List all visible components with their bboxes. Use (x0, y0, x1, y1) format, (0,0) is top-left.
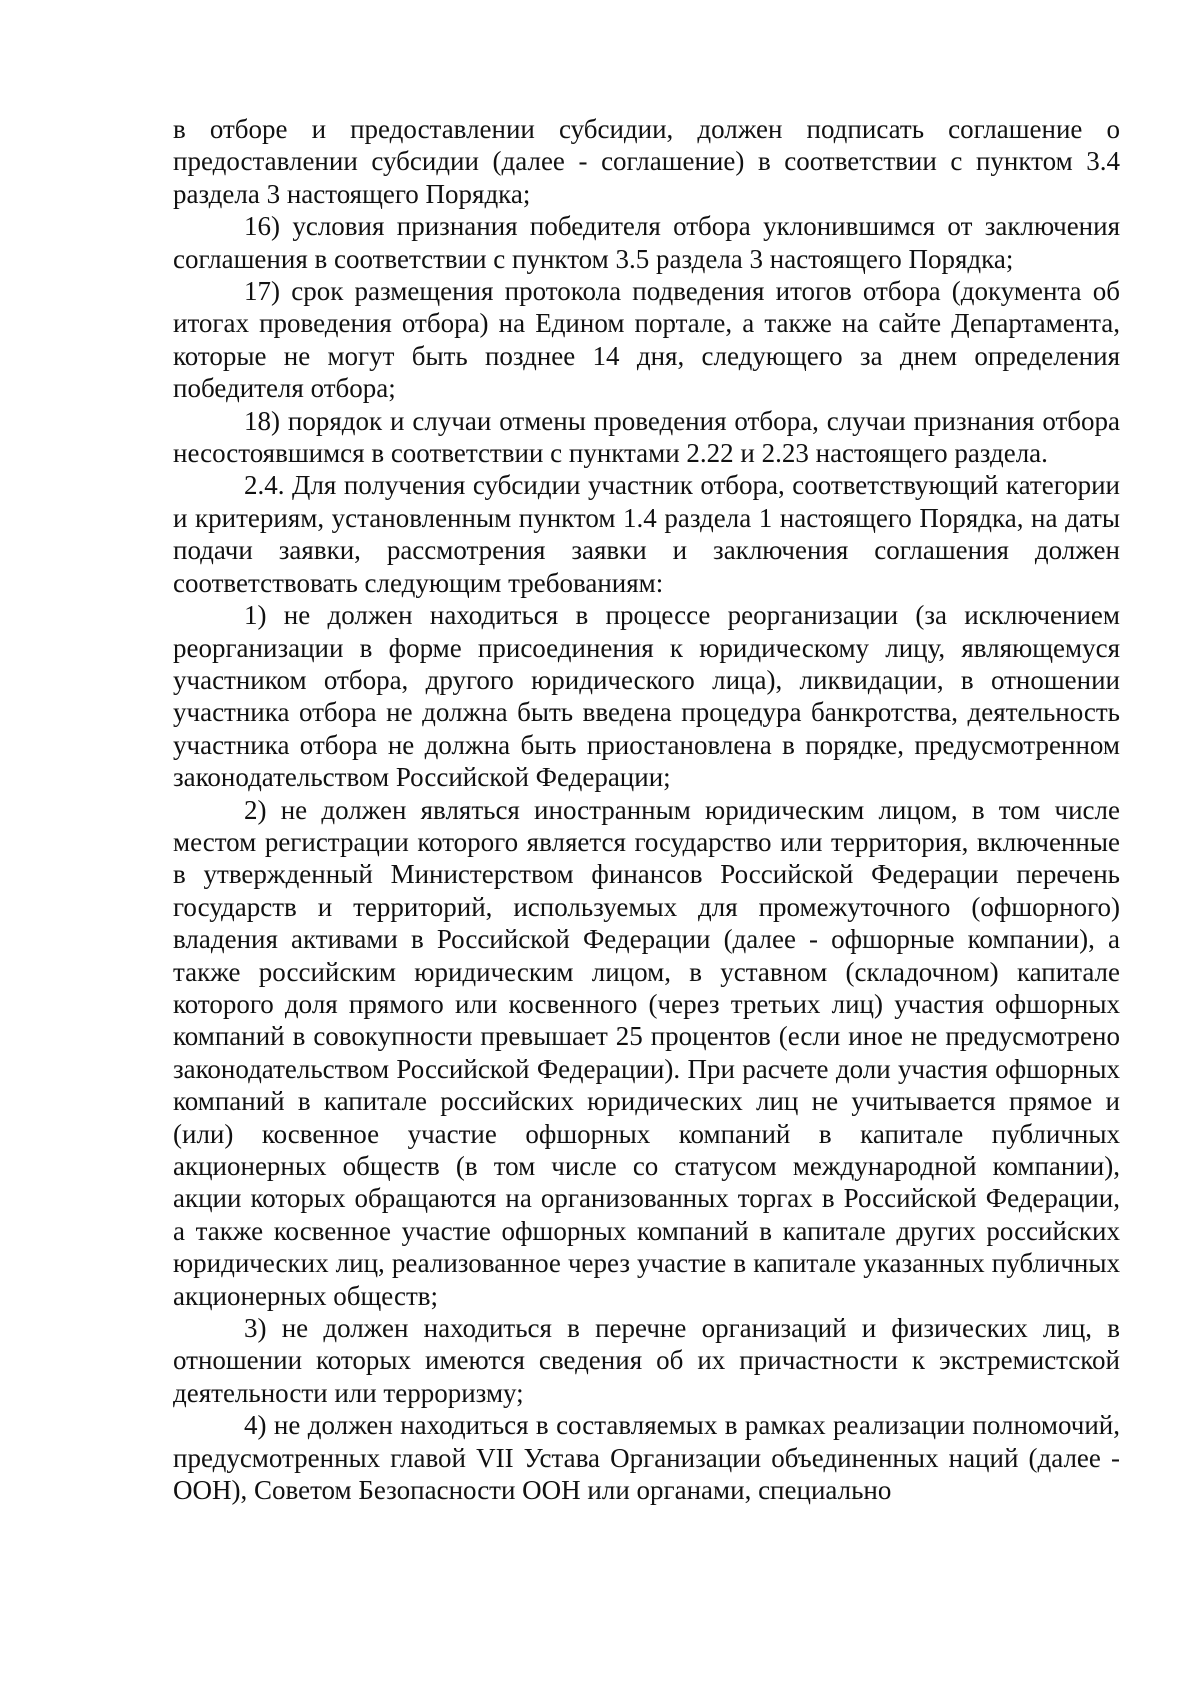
paragraph-item-17: 17) срок размещения протокола подведения итогов отбора (документа об итогах проведения отбора) на Едином портале, а также на сайте Департамента, которые не могут быть позднее 14 дня, следующего за днем определения победителя отбора; (173, 276, 1120, 404)
paragraph-requirement-4: 4) не должен находиться в составляемых в рамках реализации полномочий, предусмотренных главой VII Устава Организации объединенных наций (далее - ООН), Советом Безопасности ООН или органами, специально (173, 1410, 1120, 1506)
paragraph-requirement-3: 3) не должен находиться в перечне организаций и физических лиц, в отношении которых имеются сведения об их причастности к экстремистской деятельности или терроризму; (173, 1313, 1120, 1408)
document-page (173, 113, 1120, 1506)
paragraph-item-16: 16) условия признания победителя отбора уклонившимся от заключения соглашения в соответствии с пунктом 3.5 раздела 3 настоящего Порядка; (173, 211, 1120, 274)
paragraph-requirement-2: 2) не должен являться иностранным юридическим лицом, в том числе местом регистрации которого является государство или территория, включенные в утвержденный Министерством финансов Российской Федерации перечень государств и территорий, используемых для промежуточного (офшорного) владения активами в Российской Федерации (далее - офшорные компании), а также российским юридическим лицом, в уставном (складочном) капитале которого доля прямого или косвенного (через третьих лиц) участия офшорных компаний в совокупности превышает 25 процентов (если иное не предусмотрено законодательством Российской Федерации). При расчете доли участия офшорных компаний в капитале российских юридических лиц не учитывается прямое и (или) косвенное участие офшорных компаний в капитале публичных акционерных обществ (в том числе со статусом международной компании), акции которых обращаются на организованных торгах в Российской Федерации, а также косвенное участие офшорных компаний в капитале других российских юридических лиц, реализованное через участие в капитале указанных публичных акционерных обществ; (173, 794, 1120, 1311)
paragraph-section-2-4: 2.4. Для получения субсидии участник отбора, соответствующий категории и критериям, установленным пунктом 1.4 раздела 1 настоящего Порядка, на даты подачи заявки, рассмотрения заявки и заключения соглашения должен соответствовать следующим требованиям: (173, 470, 1120, 598)
paragraph-continuation: в отборе и предоставлении субсидии, должен подписать соглашение о предоставлении субсидии (далее - соглашение) в соответствии с пунктом 3.4 раздела 3 настоящего Порядка; (173, 114, 1120, 209)
paragraph-requirement-1: 1) не должен находиться в процессе реорганизации (за исключением реорганизации в форме присоединения к юридическому лицу, являющемуся участником отбора, другого юридического лица), ликвидации, в отношении участника отбора не должна быть введена процедура банкротства, деятельность участника отбора не должна быть приостановлена в порядке, предусмотренном законодательством Российской Федерации; (173, 600, 1120, 793)
paragraph-item-18: 18) порядок и случаи отмены проведения отбора, случаи признания отбора несостоявшимся в соответствии с пунктами 2.22 и 2.23 настоящего раздела. (173, 405, 1120, 469)
